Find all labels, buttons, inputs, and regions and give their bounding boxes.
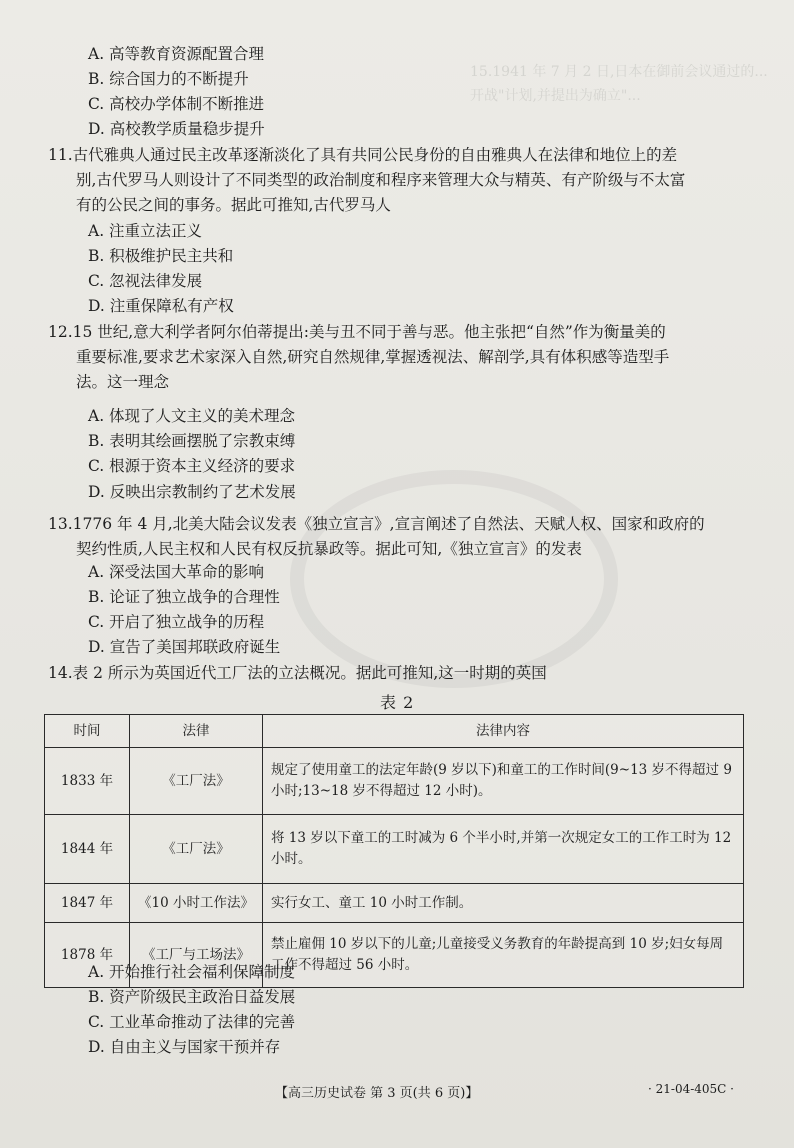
q14-option-a: A. 开始推行社会福利保障制度 (88, 963, 296, 981)
q11-stem-line-2: 别,古代罗马人则设计了不同类型的政治制度和程序来管理大众与精英、有产阶级与不太富 (76, 171, 686, 189)
q13-option-b: B. 论证了独立战争的合理性 (88, 588, 280, 606)
table-header-row (45, 715, 744, 748)
q13-stem-line-2: 契约性质,人民主权和人民有权反抗暴政等。据此可知,《独立宣言》的发表 (76, 540, 582, 558)
q13-option-c: C. 开启了独立战争的历程 (88, 613, 265, 631)
bleed-through-text: 开战"计划,并提出为确立"... (470, 88, 641, 104)
prev-option-c: C. 高校办学体制不断推进 (88, 95, 265, 113)
q11-option-a: A. 注重立法正义 (88, 222, 203, 240)
q12-option-c: C. 根源于资本主义经济的要求 (88, 457, 296, 475)
exam-code: · 21-04-405C · (648, 1082, 734, 1096)
q14-stem: 14.表 2 所示为英国近代工厂法的立法概况。据此可推知,这一时期的英国 (48, 664, 547, 682)
cell-law: 《工厂法》 (130, 815, 263, 884)
cell-content: 实行女工、童工 10 小时工作制。 (263, 884, 744, 923)
q12-stem-line-1: 12.15 世纪,意大利学者阿尔伯蒂提出:美与丑不同于善与恶。他主张把“自然”作为衡量美的 (48, 323, 666, 341)
q11-option-d: D. 注重保障私有产权 (88, 297, 234, 315)
table-row (45, 815, 744, 884)
cell-law: 《工厂与工场法》 (130, 923, 263, 988)
header-time: 时间 (45, 715, 130, 748)
cell-time: 1878 年 (45, 923, 130, 988)
cell-content: 禁止雇佣 10 岁以下的儿童;儿童接受义务教育的年龄提高到 10 岁;妇女每周工作不得超过 56 小时。 (263, 923, 744, 988)
q12-stem-line-2: 重要标准,要求艺术家深入自然,研究自然规律,掌握透视法、解剖学,具有体积感等造型手 (76, 348, 670, 366)
q14-option-c: C. 工业革命推动了法律的完善 (88, 1013, 296, 1031)
cell-time: 1833 年 (45, 748, 130, 815)
q11-option-c: C. 忽视法律发展 (88, 272, 203, 290)
table-row (45, 748, 744, 815)
q12-option-d: D. 反映出宗教制约了艺术发展 (88, 483, 296, 501)
watermark-seal (290, 470, 618, 688)
q13-option-a: A. 深受法国大革命的影响 (88, 563, 265, 581)
q11-option-b: B. 积极维护民主共和 (88, 247, 234, 265)
factory-law-table (44, 714, 744, 988)
cell-law: 《工厂法》 (130, 748, 263, 815)
cell-content: 规定了使用童工的法定年龄(9 岁以下)和童工的工作时间(9~13 岁不得超过 9 小时;13~18 岁不得超过 12 小时)。 (263, 748, 744, 815)
q12-stem-line-3: 法。这一理念 (76, 373, 170, 391)
cell-law: 《10 小时工作法》 (130, 884, 263, 923)
prev-option-a: A. 高等教育资源配置合理 (88, 45, 265, 63)
q14-option-b: B. 资产阶级民主政治日益发展 (88, 988, 296, 1006)
table-row (45, 884, 744, 923)
bleed-through-text: 15.1941 年 7 月 2 日,日本在御前会议通过的... (470, 64, 768, 80)
header-content: 法律内容 (263, 715, 744, 748)
prev-option-b: B. 综合国力的不断提升 (88, 70, 249, 88)
q13-option-d: D. 宣告了美国邦联政府诞生 (88, 638, 281, 656)
cell-content: 将 13 岁以下童工的工时减为 6 个半小时,并第一次规定女工的工作工时为 12 小时。 (263, 815, 744, 884)
q13-stem-line-1: 13.1776 年 4 月,北美大陆会议发表《独立宣言》,宣言阐述了自然法、天赋人权、国家和政府的 (48, 515, 705, 533)
header-law: 法律 (130, 715, 263, 748)
q12-option-a: A. 体现了人文主义的美术理念 (88, 407, 296, 425)
q11-stem-line-1: 11.古代雅典人通过民主改革逐渐淡化了具有共同公民身份的自由雅典人在法律和地位上的差 (48, 146, 678, 164)
prev-option-d: D. 高校教学质量稳步提升 (88, 120, 265, 138)
q11-stem-line-3: 有的公民之间的事务。据此可推知,古代罗马人 (76, 196, 391, 214)
q14-option-d: D. 自由主义与国家干预并存 (88, 1038, 281, 1056)
cell-time: 1847 年 (45, 884, 130, 923)
q12-option-b: B. 表明其绘画摆脱了宗教束缚 (88, 432, 296, 450)
cell-time: 1844 年 (45, 815, 130, 884)
table-caption: 表 2 (380, 693, 415, 712)
page-footer: 【高三历史试卷 第 3 页(共 6 页)】 (275, 1086, 479, 1101)
